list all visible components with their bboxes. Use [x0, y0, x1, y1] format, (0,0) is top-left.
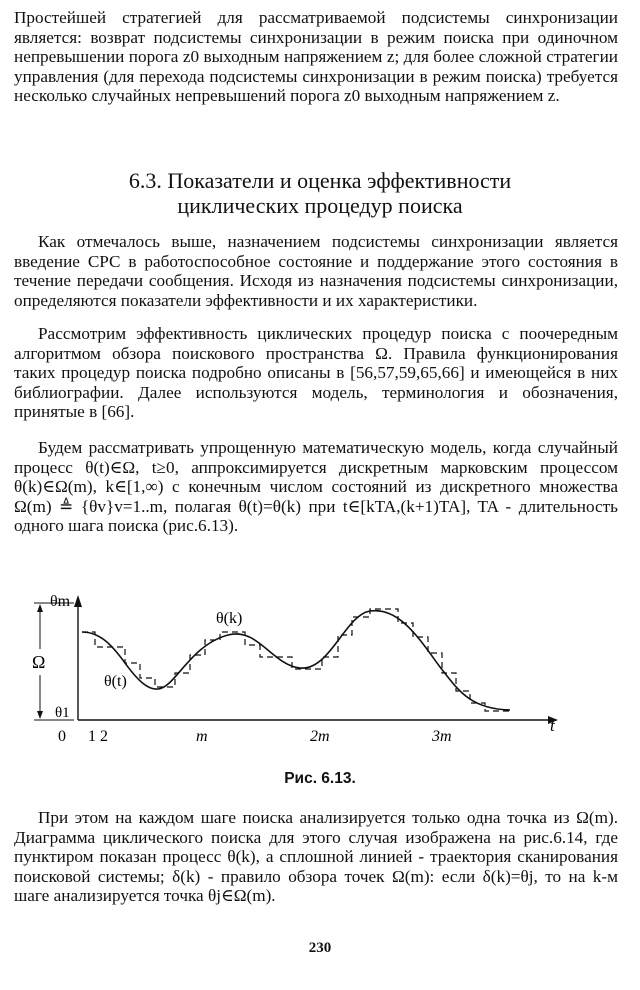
omega-arrowhead-up	[37, 604, 43, 612]
omega-arrowhead-down	[37, 711, 43, 719]
label-theta-k: θ(k)	[216, 610, 243, 627]
paragraph-2-text: Как отмечалось выше, назначением подсистемы синхронизации является введение СРС в работоспособное состояние и поддержание этого состояния в течение передачи сообщения. Исходя из назначения подсистемы синхронизации, определяются показатели эффективности и их характеристики.	[14, 232, 618, 310]
label-zero: 0	[58, 728, 66, 745]
label-theta-1: θ1	[55, 705, 70, 721]
paragraph-4	[14, 438, 618, 536]
label-t-axis: t	[550, 716, 555, 735]
section-heading-line-2: циклических процедур поиска	[177, 193, 463, 218]
theta-t-curve	[82, 611, 510, 710]
label-omega: Ω	[32, 652, 46, 672]
paragraph-5	[14, 808, 618, 906]
paragraph-3	[14, 324, 618, 422]
paragraph-5-text: При этом на каждом шаге поиска анализируется только одна точка из Ω(m). Диаграмма циклического поиска для этого случая изображена на рис.6.14, где пунктиром показан процесс θ(k), а сплошной линией - траектория сканирования поисковой системы; δ(k) - правило обзора точек Ω(m): если δ(k)=θj, то на k-м шаге анализируется точка θj∈Ω(m).	[14, 808, 618, 905]
paragraph-3-text: Рассмотрим эффективность циклических процедур поиска с поочередным алгоритмом обзора поискового пространства Ω. Правила функционирования таких процедур поиска подробно описаны в [56,57,59,65,66] и имеющейся в них библиографии. Далее используются модель, терминология и обозначения, принятые в [66].	[14, 324, 618, 421]
y-axis-arrow	[74, 595, 82, 607]
section-heading-line-1: 6.3. Показатели и оценка эффективности	[128, 168, 512, 193]
page-number: 230	[308, 940, 332, 956]
label-m: m	[196, 728, 208, 745]
label-theta-m: θm	[50, 593, 71, 610]
figure-caption: Рис. 6.13.	[284, 770, 356, 787]
paragraph-1-text: Простейшей стратегией для рассматриваемой подсистемы синхронизации является: возврат подсистемы синхронизации в режим поиска при одиночном непревышении порога z0 выходным напряжением z; для более сложной стратегии управления (для перехода подсистемы синхронизации в режим поиска) требуется несколько случайных непревышений порога z0 выходным напряжением z.	[14, 8, 618, 105]
label-3m: 3m	[432, 728, 452, 745]
figure-6-13	[0, 585, 640, 755]
paragraph-2	[14, 232, 618, 310]
label-2m: 2m	[310, 728, 330, 745]
label-one-two: 1 2	[88, 728, 108, 745]
paragraph-1	[14, 8, 618, 106]
theta-k-steps	[82, 609, 510, 711]
label-theta-t: θ(t)	[104, 673, 127, 690]
paragraph-4-text: Будем рассматривать упрощенную математическую модель, когда случайный процесс θ(t)∈Ω, t≥0, аппроксимируется дискретным марковским процессом θ(k)∈Ω(m), k∈[1,∞) с конечным числом состояний из дискретного множества Ω(m) ≜ {θv}v=1..m, полагая θ(t)=θ(k) при t∈[kTA,(k+1)TA], TA - длительность одного шага поиска (рис.6.13).	[14, 438, 618, 535]
